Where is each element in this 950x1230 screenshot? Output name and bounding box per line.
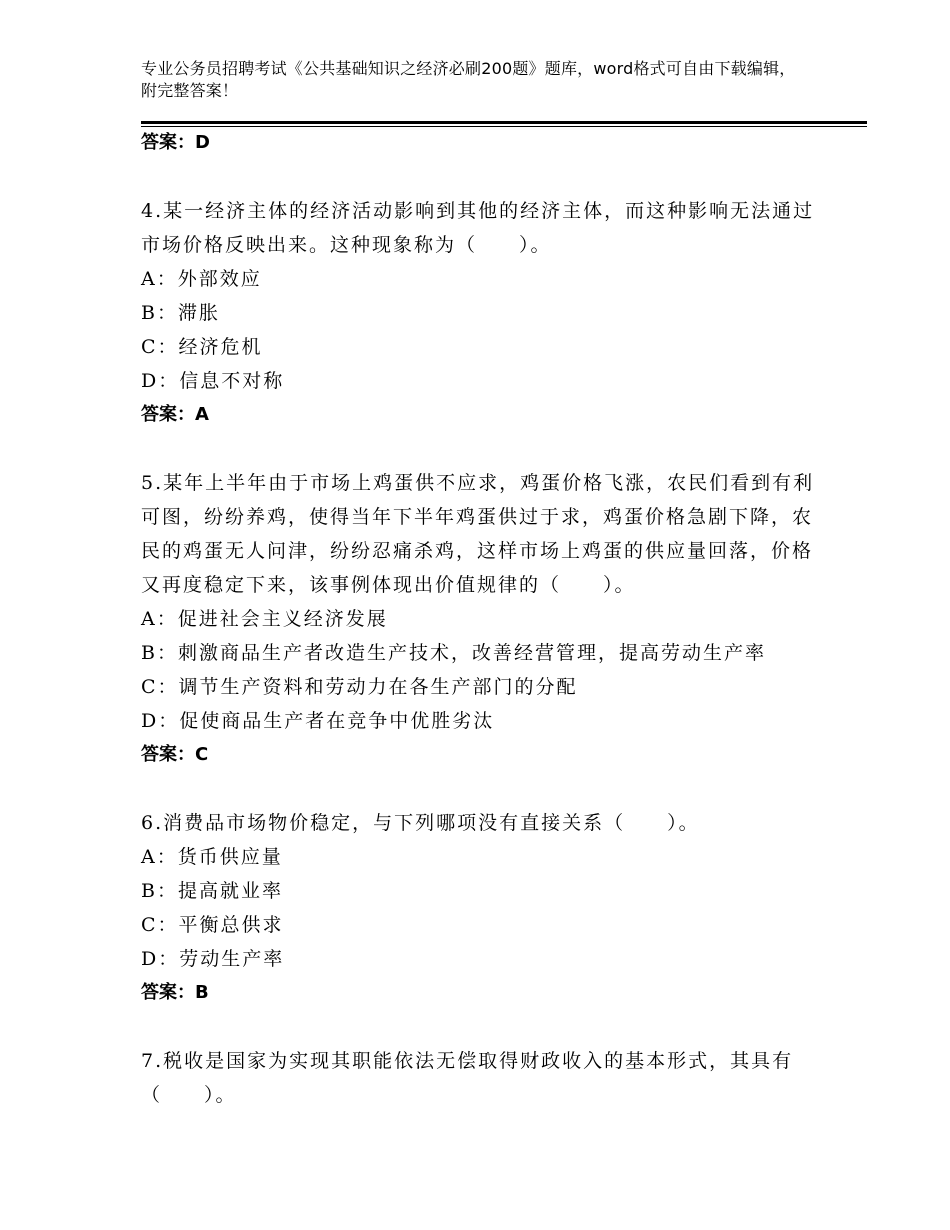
option-b: B：提高就业率 bbox=[141, 880, 283, 902]
question-6 bbox=[141, 806, 821, 1010]
question-4 bbox=[141, 194, 821, 432]
option-c: C：经济危机 bbox=[141, 336, 263, 358]
answer: 答案：A bbox=[141, 404, 209, 425]
option-b: B：滞胀 bbox=[141, 302, 220, 324]
option-c: C：平衡总供求 bbox=[141, 914, 284, 936]
option-a: A：外部效应 bbox=[141, 268, 262, 290]
question-5 bbox=[141, 466, 821, 772]
answer-q3: 答案：D bbox=[141, 132, 210, 153]
question-text: 5.某年上半年由于市场上鸡蛋供不应求，鸡蛋价格飞涨，农民们看到有利可图，纷纷养鸡，使得当年下半年鸡蛋供过于求，鸡蛋价格急剧下降，农民的鸡蛋无人问津，纷纷忍痛杀鸡，这样市场上鸡蛋的供应量回落，价格又再度稳定下来，该事例体现出价值规律的（ ）。 bbox=[141, 472, 815, 596]
option-a: A：货币供应量 bbox=[141, 846, 283, 868]
answer: 答案：B bbox=[141, 982, 209, 1003]
header-divider-thick bbox=[141, 121, 867, 124]
option-b: B：刺激商品生产者改造生产技术，改善经营管理，提高劳动生产率 bbox=[141, 642, 766, 664]
option-d: D：劳动生产率 bbox=[141, 948, 285, 970]
question-text: 4.某一经济主体的经济活动影响到其他的经济主体，而这种影响无法通过市场价格反映出来。这种现象称为（ ）。 bbox=[141, 200, 815, 256]
option-d: D：促使商品生产者在竞争中优胜劣汰 bbox=[141, 710, 495, 732]
question-list bbox=[141, 126, 821, 1112]
page-header: 专业公务员招聘考试《公共基础知识之经济必刷200题》题库，word格式可自由下载编辑，附完整答案！ bbox=[141, 59, 796, 100]
question-7 bbox=[141, 1044, 821, 1112]
answer: 答案：C bbox=[141, 744, 209, 765]
question-text: 6.消费品市场物价稳定，与下列哪项没有直接关系（ ）。 bbox=[141, 812, 700, 834]
question-text: 7.税收是国家为实现其职能依法无偿取得财政收入的基本形式，其具有（ ）。 bbox=[141, 1050, 794, 1106]
option-c: C：调节生产资料和劳动力在各生产部门的分配 bbox=[141, 676, 578, 698]
option-d: D：信息不对称 bbox=[141, 370, 285, 392]
option-a: A：促进社会主义经济发展 bbox=[141, 608, 388, 630]
